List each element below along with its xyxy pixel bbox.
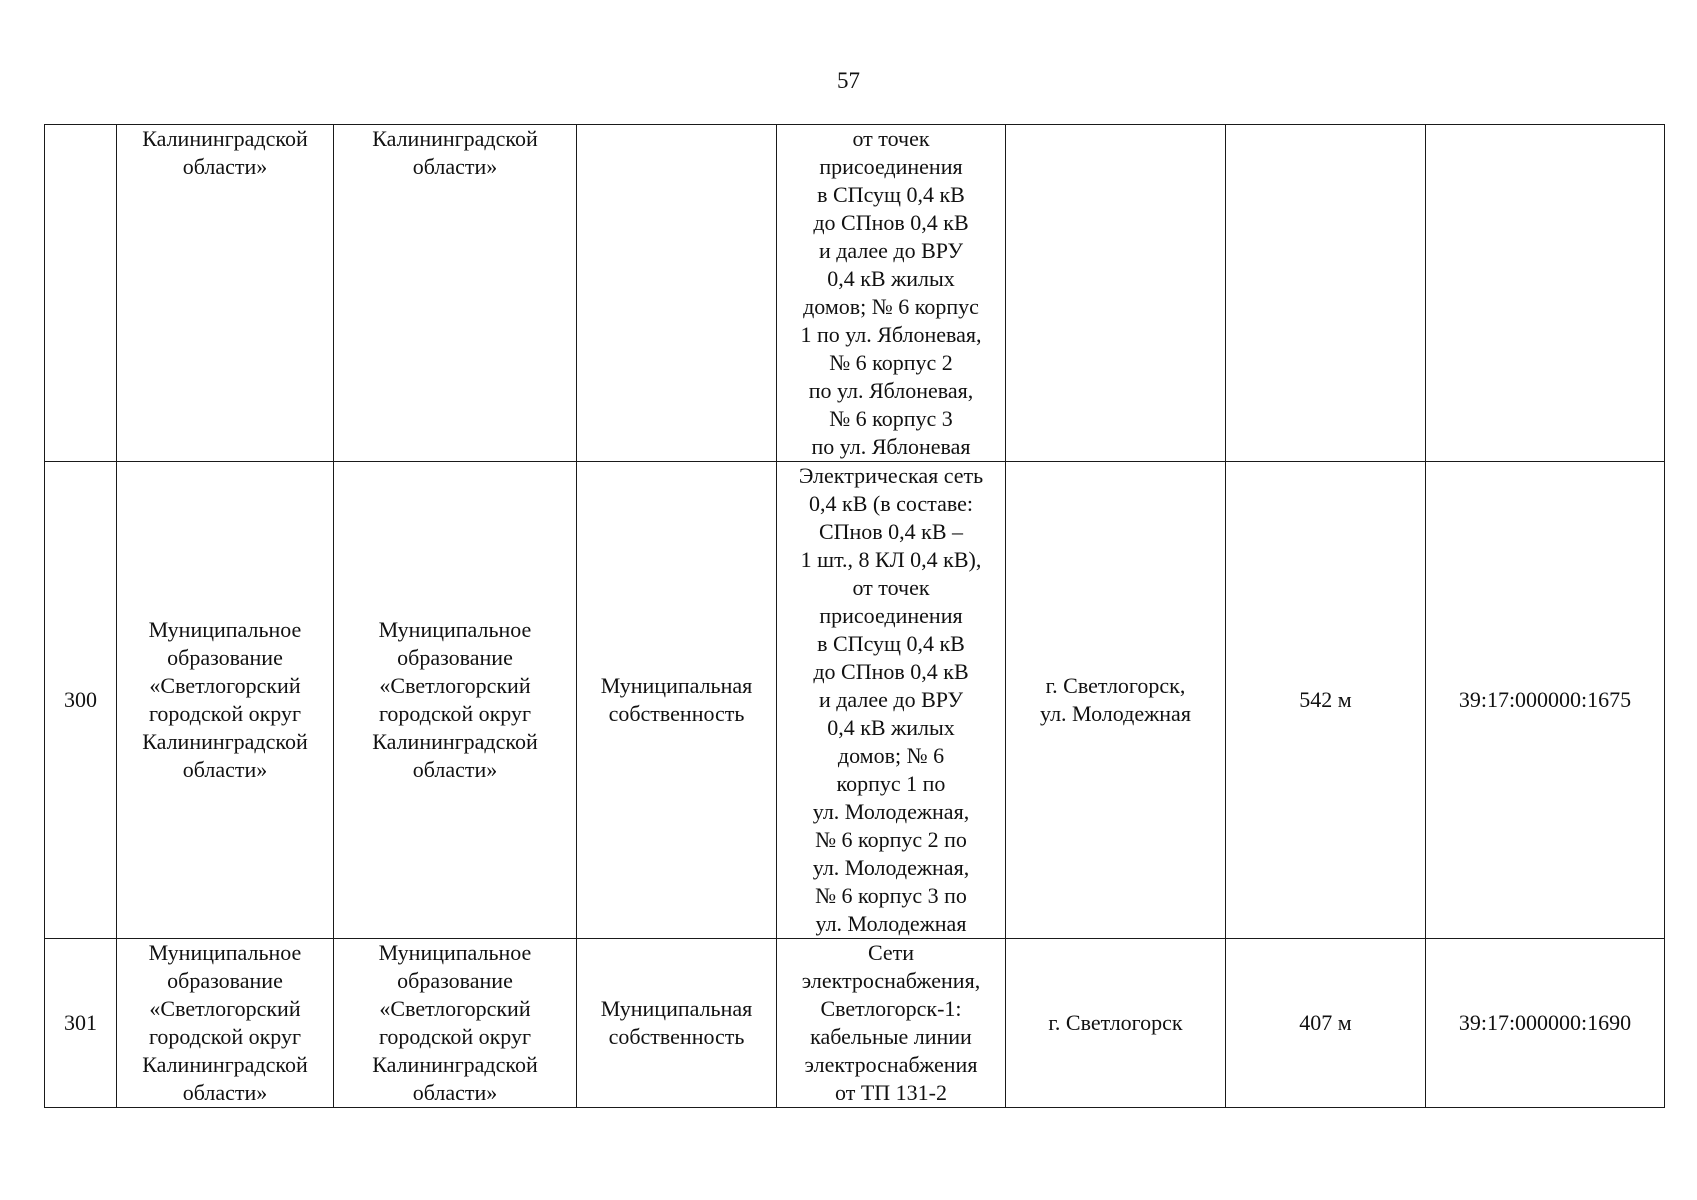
cell-length: 542 м bbox=[1226, 462, 1426, 939]
cell-cadastral-number: 39:17:000000:1675 bbox=[1426, 462, 1665, 939]
cell-object-name: Сети электроснабжения, Светлогорск-1: кабельные линии электроснабжения от ТП 131-2 bbox=[777, 939, 1006, 1108]
table-row-301 bbox=[45, 939, 1665, 1108]
cell-owner: Муниципальное образование «Светлогорский городской округ Калининградской области» bbox=[117, 462, 334, 939]
table-row-300 bbox=[45, 462, 1665, 939]
cell-cadastral-number: 39:17:000000:1690 bbox=[1426, 939, 1665, 1108]
cell-length: 407 м bbox=[1226, 939, 1426, 1108]
cell-right-type: Муниципальная собственность bbox=[577, 939, 777, 1108]
table-row-continued bbox=[45, 125, 1665, 462]
cell-row-number: 301 bbox=[45, 939, 117, 1108]
cell-row-number bbox=[45, 125, 117, 462]
cell-row-number: 300 bbox=[45, 462, 117, 939]
cell-object-name: от точек присоединения в СПсущ 0,4 кВ до СПнов 0,4 кВ и далее до ВРУ 0,4 кВ жилых домов; № 6 корпус 1 по ул. Яблоневая, № 6 корпус 2 по ул. Яблоневая, № 6 корпус 3 по ул. Яблоневая bbox=[777, 125, 1006, 462]
cell-holder: Калининградской области» bbox=[334, 125, 577, 462]
page-number: 57 bbox=[837, 68, 860, 93]
cell-address bbox=[1006, 125, 1226, 462]
cell-address: г. Светлогорск bbox=[1006, 939, 1226, 1108]
cell-address: г. Светлогорск, ул. Молодежная bbox=[1006, 462, 1226, 939]
property-registry-table bbox=[44, 124, 1665, 1108]
cell-owner: Калининградской области» bbox=[117, 125, 334, 462]
cell-object-name: Электрическая сеть 0,4 кВ (в составе: СПнов 0,4 кВ – 1 шт., 8 КЛ 0,4 кВ), от точек присоединения в СПсущ 0,4 кВ до СПнов 0,4 кВ и далее до ВРУ 0,4 кВ жилых домов; № 6 корпус 1 по ул. Молодежная, № 6 корпус 2 по ул. Молодежная, № 6 корпус 3 по ул. Молодежная bbox=[777, 462, 1006, 939]
cell-owner: Муниципальное образование «Светлогорский городской округ Калининградской области» bbox=[117, 939, 334, 1108]
cell-holder: Муниципальное образование «Светлогорский городской округ Калининградской области» bbox=[334, 462, 577, 939]
cell-right-type bbox=[577, 125, 777, 462]
cell-right-type: Муниципальная собственность bbox=[577, 462, 777, 939]
cell-cadastral-number bbox=[1426, 125, 1665, 462]
cell-length bbox=[1226, 125, 1426, 462]
cell-holder: Муниципальное образование «Светлогорский городской округ Калининградской области» bbox=[334, 939, 577, 1108]
